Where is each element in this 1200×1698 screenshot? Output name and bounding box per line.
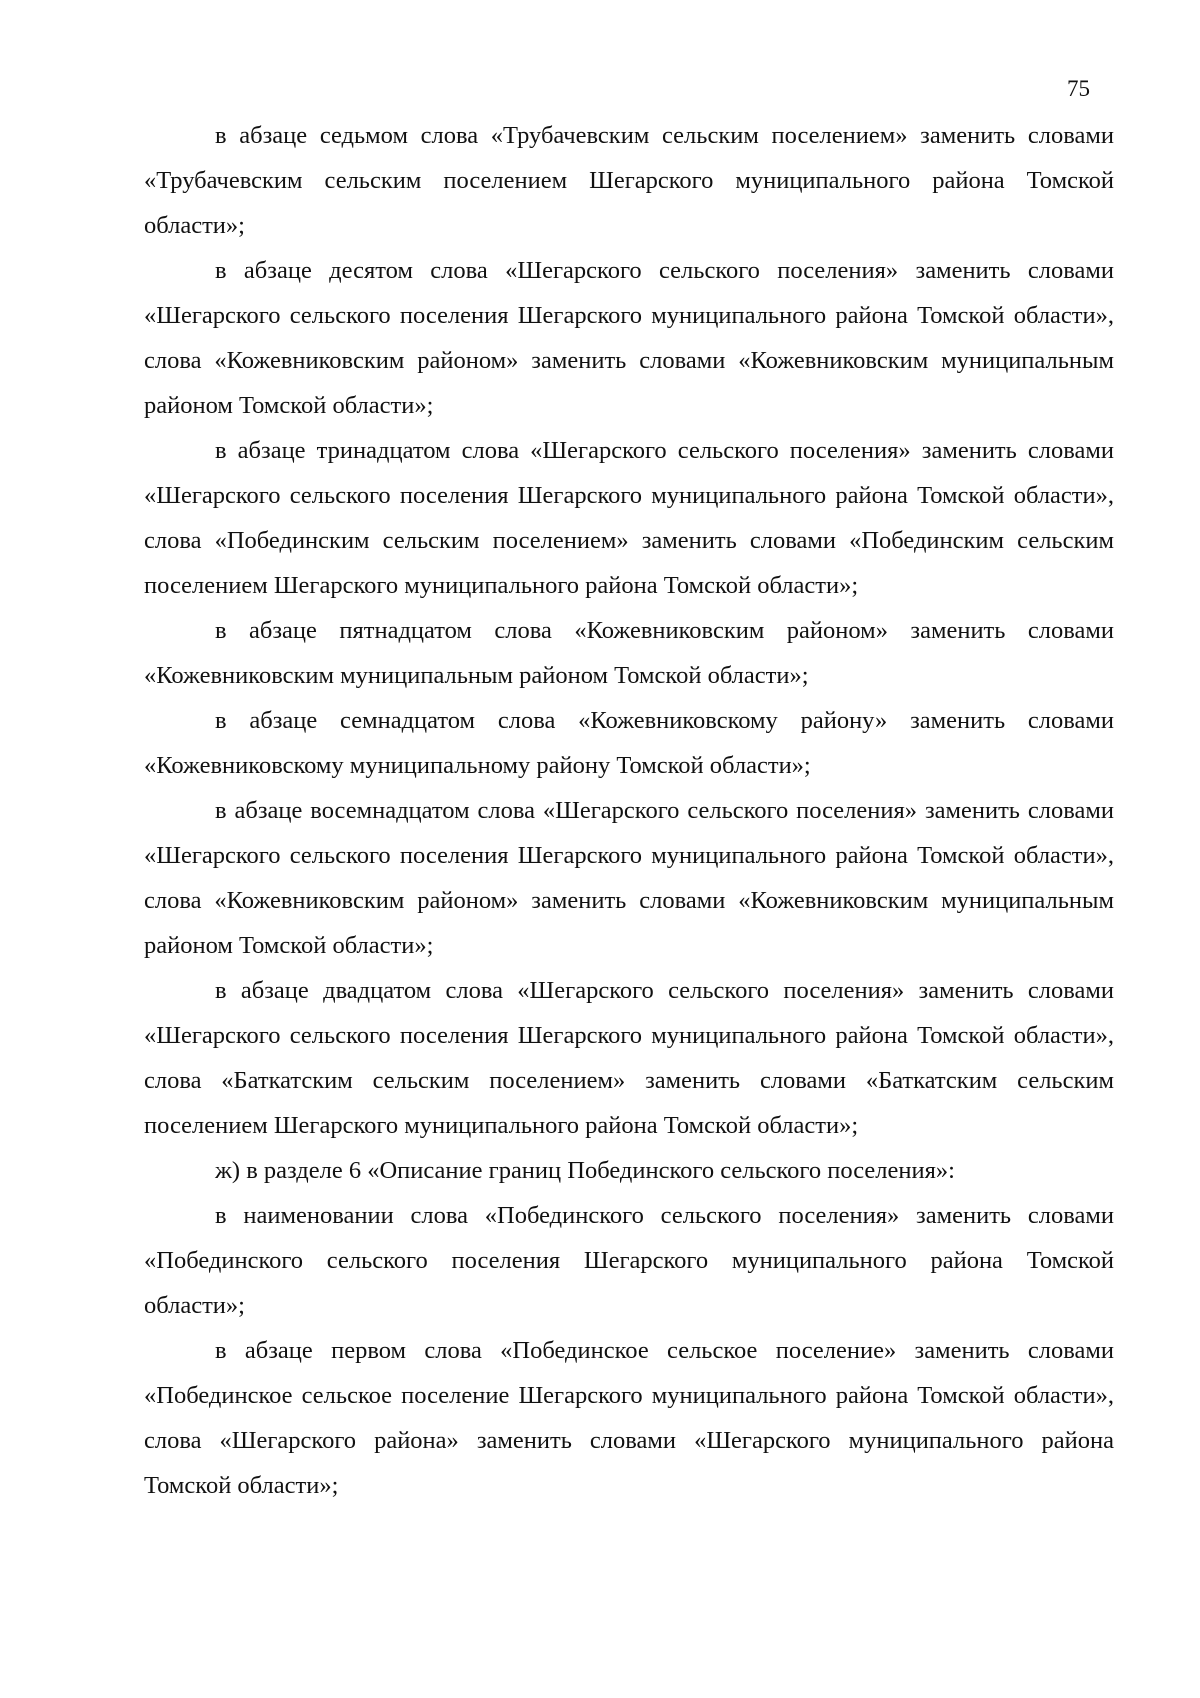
paragraph-7: в абзаце двадцатом слова «Шегарского сельского поселения» заменить словами «Шегарского сельского поселения Шегарского муниципального района Томской области», слова «Баткатским сельским поселением» заменить словами «Баткатским сельским поселением Шегарского муниципального района Томской области»; bbox=[144, 977, 1114, 1139]
paragraph-3: в абзаце тринадцатом слова «Шегарского сельского поселения» заменить словами «Шегарского сельского поселения Шегарского муниципального района Томской области», слова «Побединским сельским поселением» заменить словами «Побединским сельским поселением Шегарского муниципального района Томской области»; bbox=[144, 437, 1114, 599]
section-heading-item-zh: ж) в разделе 6 «Описание границ Побединского сельского поселения»: bbox=[215, 1157, 955, 1184]
paragraph-9: в наименовании слова «Побединского сельского поселения» заменить словами «Побединского сельского поселения Шегарского муниципального района Томской области»; bbox=[144, 1202, 1114, 1319]
page-number: 75 bbox=[1067, 76, 1090, 101]
paragraph-5: в абзаце семнадцатом слова «Кожевниковскому району» заменить словами «Кожевниковскому муниципальному району Томской области»; bbox=[144, 707, 1114, 779]
paragraph-10: в абзаце первом слова «Побединское сельское поселение» заменить словами «Побединское сельское поселение Шегарского муниципального района Томской области», слова «Шегарского района» заменить словами «Шегарского муниципального района Томской области»; bbox=[144, 1337, 1114, 1499]
document-body bbox=[144, 113, 1114, 1508]
paragraph-6: в абзаце восемнадцатом слова «Шегарского сельского поселения» заменить словами «Шегарского сельского поселения Шегарского муниципального района Томской области», слова «Кожевниковским районом» заменить словами «Кожевниковским муниципальным районом Томской области»; bbox=[144, 797, 1114, 959]
paragraph-2: в абзаце десятом слова «Шегарского сельского поселения» заменить словами «Шегарского сельского поселения Шегарского муниципального района Томской области», слова «Кожевниковским районом» заменить словами «Кожевниковским муниципальным районом Томской области»; bbox=[144, 257, 1114, 419]
paragraph-1: в абзаце седьмом слова «Трубачевским сельским поселением» заменить словами «Трубачевским сельским поселением Шегарского муниципального района Томской области»; bbox=[144, 122, 1114, 239]
paragraph-4: в абзаце пятнадцатом слова «Кожевниковским районом» заменить словами «Кожевниковским муниципальным районом Томской области»; bbox=[144, 617, 1114, 689]
